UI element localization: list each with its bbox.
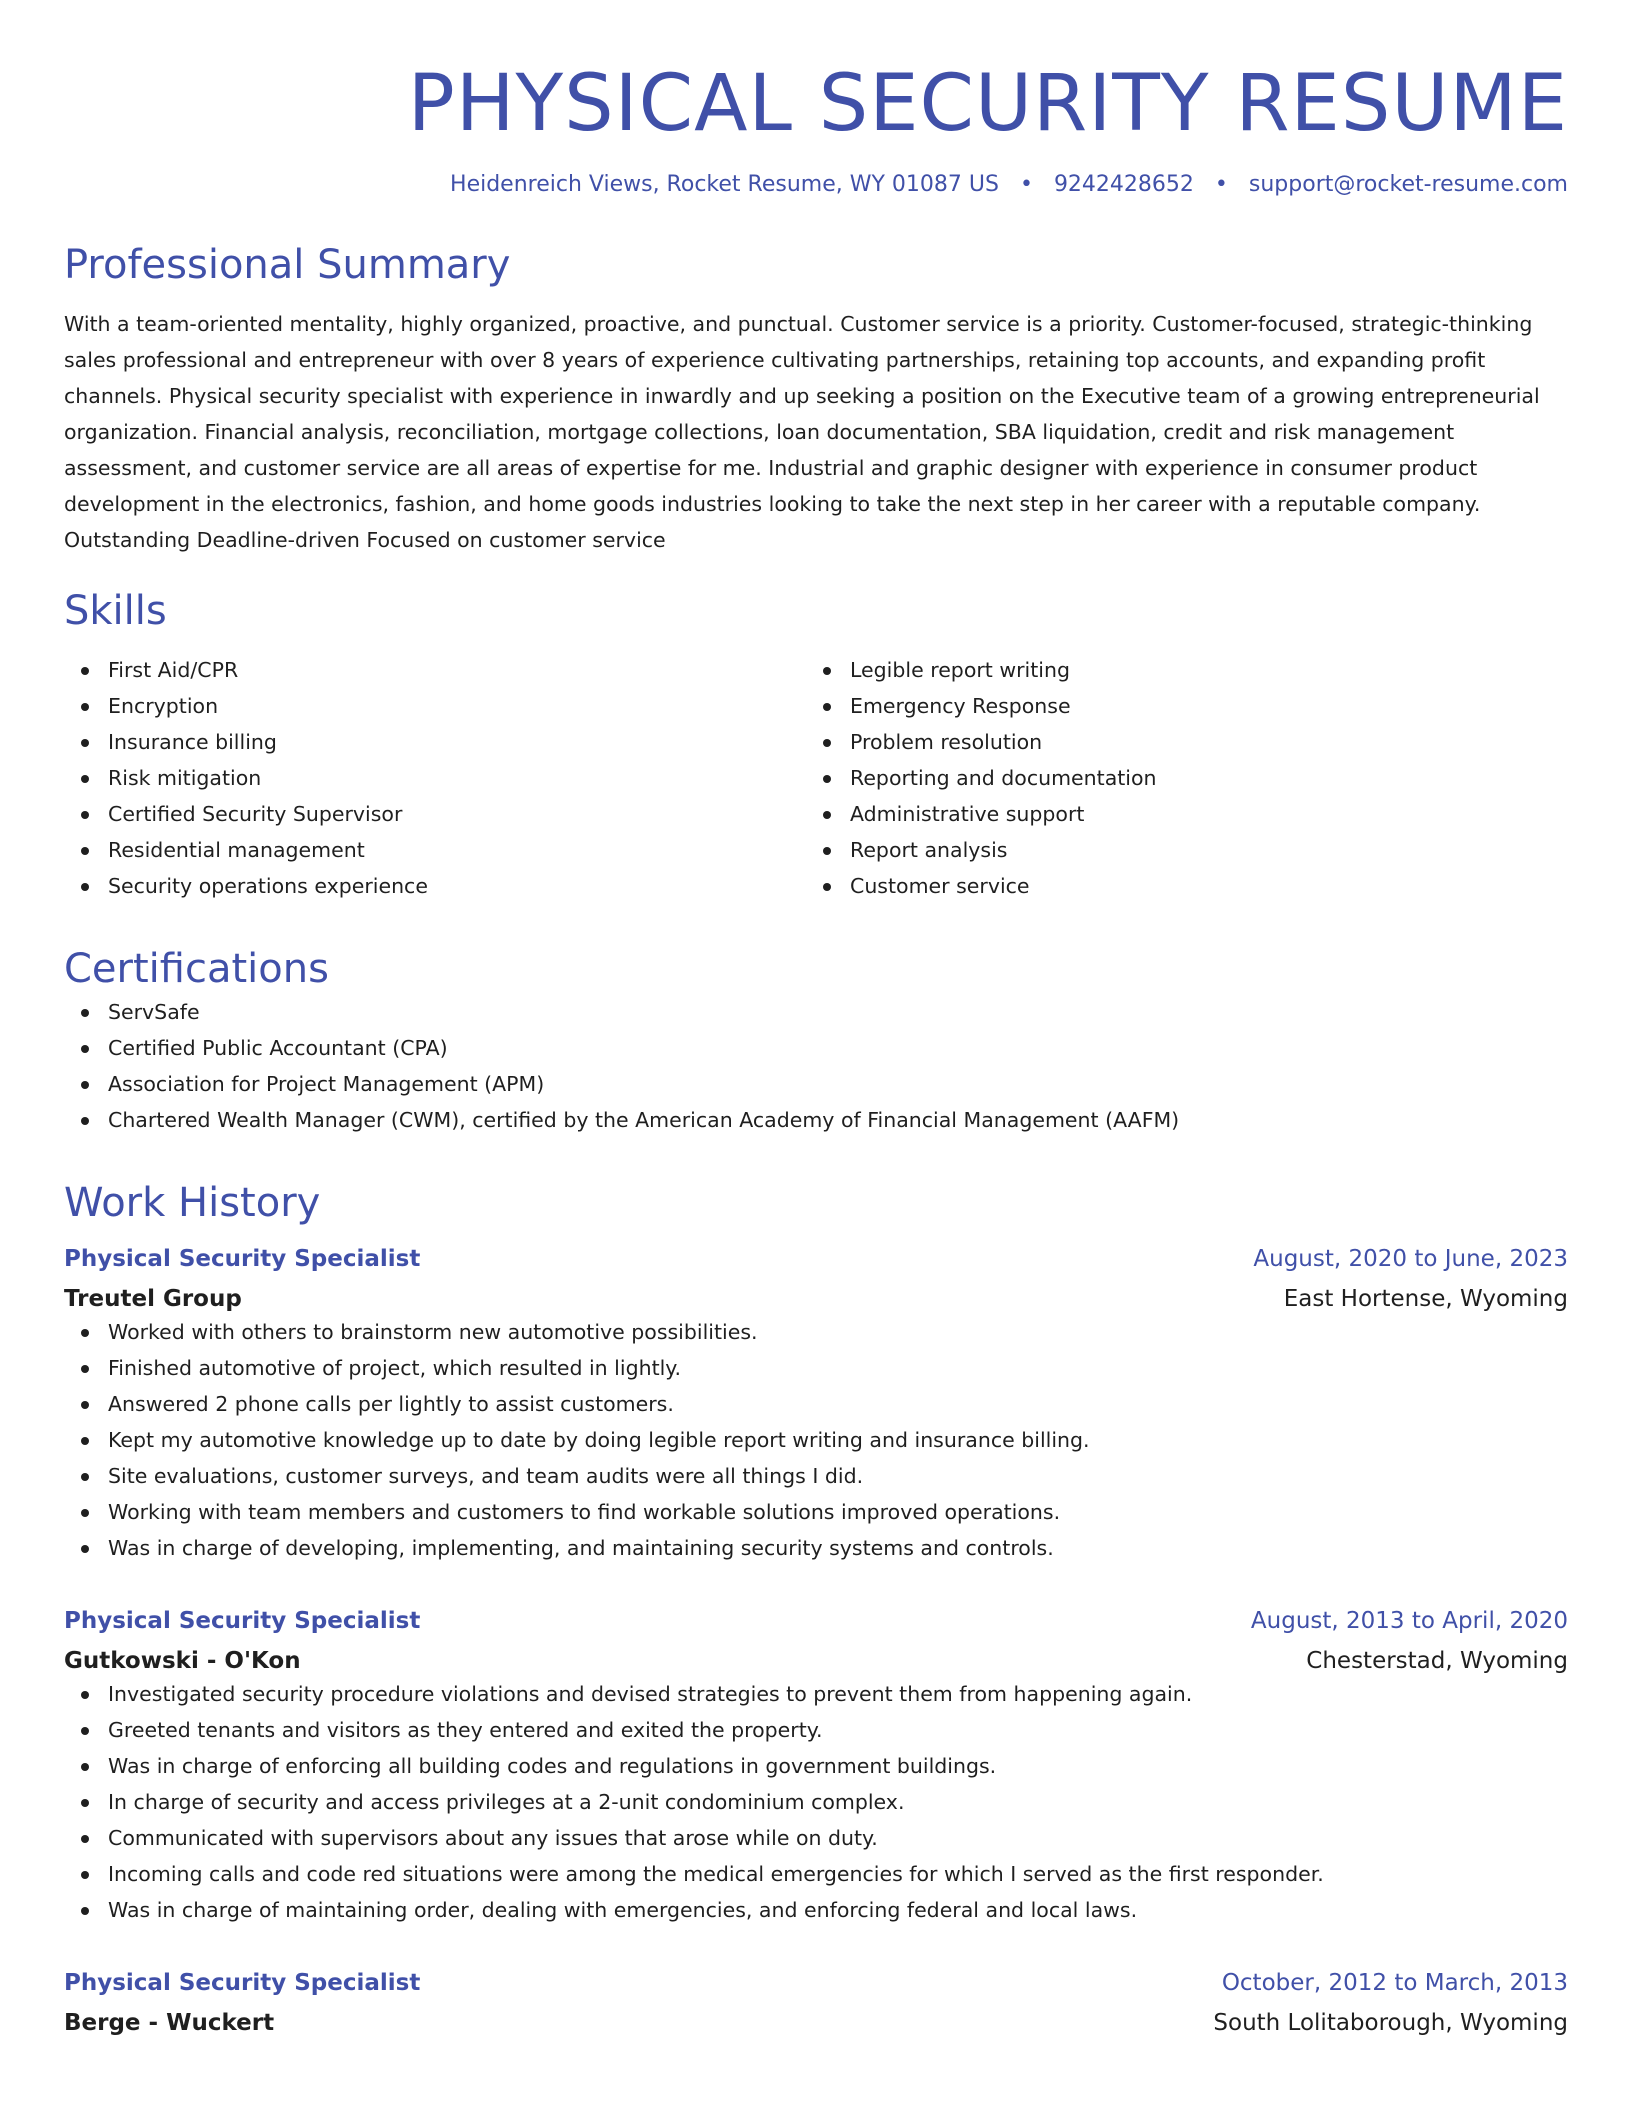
job-dates: August, 2020 to June, 2023 (1253, 1246, 1568, 1272)
job-duty: Working with team members and customers to find workable solutions improved operations. (64, 1494, 1568, 1530)
skill-item: Risk mitigation (64, 760, 806, 796)
skill-item: First Aid/CPR (64, 652, 806, 688)
skills-column-right (806, 652, 1548, 904)
job-duty: Site evaluations, customer surveys, and team audits were all things I did. (64, 1458, 1568, 1494)
job-duty: In charge of security and access privileges at a 2-unit condominium complex. (64, 1784, 1568, 1820)
job-title: Physical Security Specialist (64, 1608, 421, 1634)
job-duty: Communicated with supervisors about any issues that arose while on duty. (64, 1820, 1568, 1856)
resume-page (64, 0, 1568, 2038)
contact-email: support@rocket-resume.com (1248, 172, 1568, 197)
job-location: South Lolitaborough, Wyoming (1213, 2010, 1568, 2036)
summary-section (64, 240, 1568, 558)
contact-address: Heidenreich Views, Rocket Resume, WY 01087 US (450, 172, 999, 197)
contact-separator: • (1214, 172, 1228, 197)
job-duty: Finished automotive of project, which resulted in lightly. (64, 1350, 1568, 1386)
skill-item: Residential management (64, 832, 806, 868)
job-duty: Was in charge of enforcing all building codes and regulations in government buildings. (64, 1748, 1568, 1784)
job-title-row (64, 1968, 1568, 1998)
skills-section (64, 586, 1568, 904)
job-company-row (64, 2008, 1568, 2038)
skills-heading: Skills (64, 588, 167, 634)
skill-item: Problem resolution (806, 724, 1548, 760)
job-dates: August, 2013 to April, 2020 (1250, 1608, 1568, 1634)
skill-item: Encryption (64, 688, 806, 724)
certification-item: Association for Project Management (APM) (64, 1066, 1568, 1102)
work-history-heading: Work History (64, 1180, 321, 1226)
skills-column-left (64, 652, 806, 904)
skill-item: Administrative support (806, 796, 1548, 832)
skill-item: Customer service (806, 868, 1548, 904)
job-duty: Was in charge of maintaining order, dealing with emergencies, and enforcing federal and local laws. (64, 1892, 1568, 1928)
job-duties-list (64, 1676, 1568, 1928)
certification-item: Certified Public Accountant (CPA) (64, 1030, 1568, 1066)
work-history-section (64, 1178, 1568, 2038)
summary-heading: Professional Summary (64, 242, 511, 288)
contact-separator: • (1019, 172, 1033, 197)
job-entry (64, 1968, 1568, 2038)
job-location: East Hortense, Wyoming (1283, 1286, 1568, 1312)
job-entry (64, 1606, 1568, 1928)
skill-item: Security operations experience (64, 868, 806, 904)
summary-text: With a team-oriented mentality, highly organized, proactive, and punctual. Customer service is a priority. Customer-focused, strategic-thinking sales professional and entrepreneur with over 8 years of experience cultivating partnerships, retaining top accounts, and expanding profit channels. Physical security specialist with experience in inwardly and up seeking a position on the Executive team of a growing entrepreneurial organization. Financial analysis, reconciliation, mortgage collections, loan documentation, SBA liquidation, credit and risk management assessment, and customer service are all areas of expertise for me. Industrial and graphic designer with experience in consumer product development in the electronics, fashion, and home goods industries looking to take the next step in her career with a reputable company. Outstanding Deadline-driven Focused on customer service (64, 312, 1540, 552)
skills-grid (64, 652, 1568, 904)
job-title: Physical Security Specialist (64, 1246, 421, 1272)
contact-line (64, 170, 1568, 200)
job-duty: Incoming calls and code red situations were among the medical emergencies for which I served as the first responder. (64, 1856, 1568, 1892)
job-location: Chesterstad, Wyoming (1306, 1648, 1568, 1674)
job-title-row (64, 1244, 1568, 1274)
job-duty: Kept my automotive knowledge up to date by doing legible report writing and insurance billing. (64, 1422, 1568, 1458)
job-company: Treutel Group (64, 1286, 242, 1312)
skill-item: Emergency Response (806, 688, 1548, 724)
certifications-section (64, 944, 1568, 1138)
certifications-list (64, 994, 1568, 1138)
job-duty: Was in charge of developing, implementing, and maintaining security systems and controls. (64, 1530, 1568, 1566)
job-duty: Greeted tenants and visitors as they entered and exited the property. (64, 1712, 1568, 1748)
job-company-row (64, 1646, 1568, 1676)
job-title-row (64, 1606, 1568, 1636)
job-entry (64, 1244, 1568, 1566)
job-company: Berge - Wuckert (64, 2010, 275, 2036)
skill-item: Reporting and documentation (806, 760, 1548, 796)
skill-item: Insurance billing (64, 724, 806, 760)
job-company: Gutkowski - O'Kon (64, 1648, 301, 1674)
skill-item: Report analysis (806, 832, 1548, 868)
job-duty: Worked with others to brainstorm new automotive possibilities. (64, 1314, 1568, 1350)
job-duty: Investigated security procedure violations and devised strategies to prevent them from happening again. (64, 1676, 1568, 1712)
job-dates: October, 2012 to March, 2013 (1221, 1970, 1568, 1996)
job-duties-list (64, 1314, 1568, 1566)
certification-item: ServSafe (64, 994, 1568, 1030)
job-title: Physical Security Specialist (64, 1970, 421, 1996)
resume-title: PHYSICAL SECURITY RESUME (407, 59, 1568, 149)
certification-item: Chartered Wealth Manager (CWM), certified by the American Academy of Financial Management (AAFM) (64, 1102, 1568, 1138)
contact-phone: 9242428652 (1053, 172, 1194, 197)
skill-item: Legible report writing (806, 652, 1548, 688)
certifications-heading: Certifications (64, 946, 329, 992)
job-duty: Answered 2 phone calls per lightly to assist customers. (64, 1386, 1568, 1422)
skill-item: Certified Security Supervisor (64, 796, 806, 832)
job-company-row (64, 1284, 1568, 1314)
